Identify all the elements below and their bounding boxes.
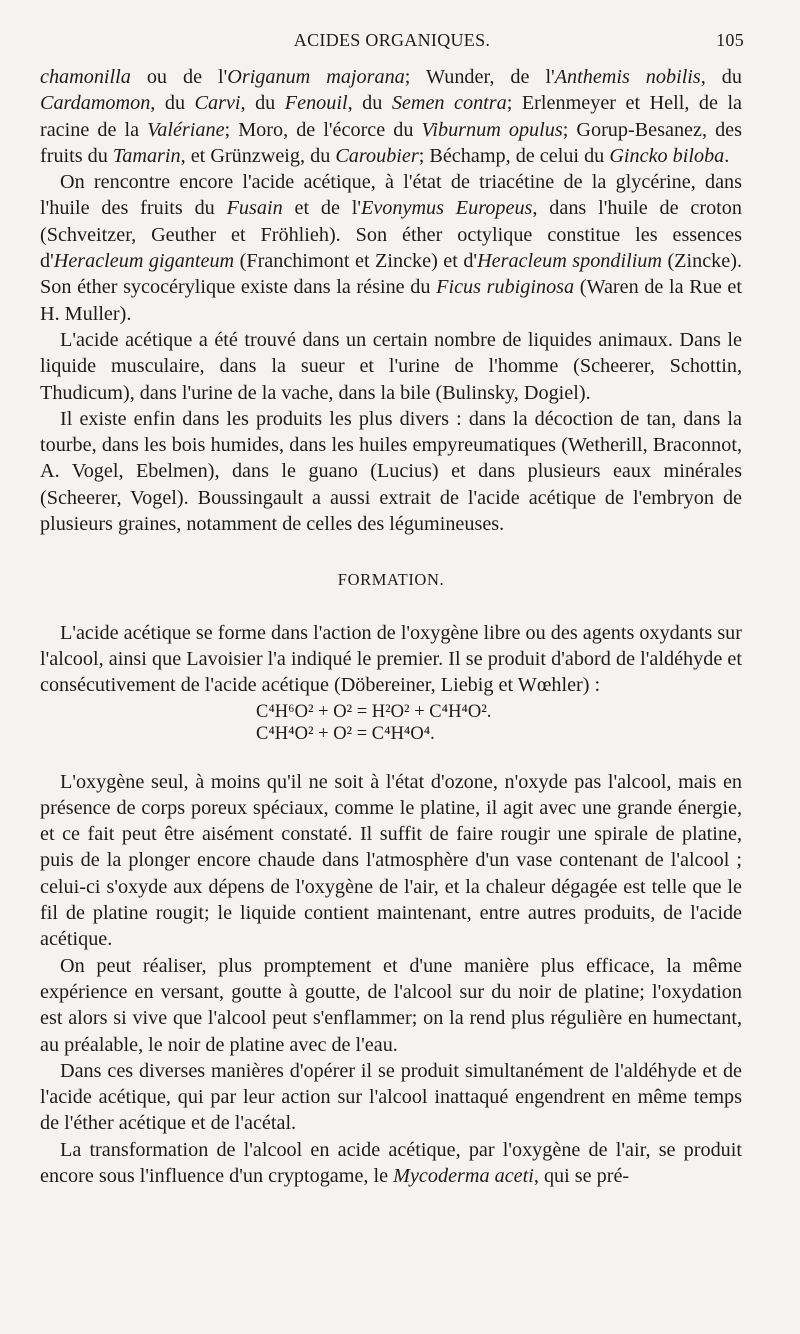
paragraph: On rencontre encore l'acide acétique, à l'état de triacétine de la glycérine, dans l'huile des fruits du Fusain et de l'Evonymus Europeus, dans l'huile de croton (Schveitzer, Geuther et Fröhlieh). Son éther octylique constitue les essences d'Heracleum giganteum (Franchimont et Zincke) et d'Heracleum spondilium (Zincke). Son éther sycocérylique existe dans la résine du Ficus rubiginosa (Waren de la Rue et H. Muller). [40,171,743,325]
section-heading: FORMATION. [337,570,445,590]
page-number: 105 [716,30,744,50]
paragraph: L'oxygène seul, à moins qu'il ne soit à l'état d'ozone, n'oxyde pas l'alcool, mais en présence de corps poreux spéciaux, comme le platine, il agit avec une grande énergie, et ce fait peut être aisément constaté. Il suffit de faire rougir une spirale de platine, puis de la plonger encore chaude dans l'atmosphère d'un vase contenant de l'alcool ; celui-ci s'oxyde aux dépens de l'oxygène de l'air, et la chaleur dégagée est telle que le fil de platine rougit; le liquide contient maintenant, entre autres produits, de l'acide acétique. [40,770,742,951]
paragraph: chamonilla ou de l'Origanum majorana; Wunder, de l'Anthemis nobilis, du Cardamomon, du Carvi, du Fenouil, du Semen contra; Erlenmeyer et Hell, de la racine de la Valériane; Moro, de l'écorce du Viburnum opulus; Gorup-Besanez, des fruits du Tamarin, et Grünzweig, du Caroubier; Béchamp, de celui du Gincko biloba. [40,66,743,167]
paragraph: Il existe enfin dans les produits les plus divers : dans la décoction de tan, dans la tourbe, dans les bois humides, dans les huiles empyreumatiques (Wetherill, Braconnot, A. Vogel, Ebelmen), dans le guano (Lucius) et dans plusieurs eaux minérales (Scheerer, Vogel). Boussingault a aussi extrait de l'acide acétique de l'embryon de plusieurs graines, notamment de celles des légumineuses. [40,407,742,536]
page-body [40,64,742,1189]
equation: C⁴H⁶O² + O² = H²O² + C⁴H⁴O². [256,701,492,722]
paragraph: On peut réaliser, plus promptement et d'une manière plus efficace, la même expérience en versant, goutte à goutte, de l'alcool sur du noir de platine; l'oxydation est alors si vive que l'alcool peut s'enflammer; on la rend plus régulière en humectant, au préalable, le noir de platine avec de l'eau. [40,954,742,1056]
running-title: ACIDES ORGANIQUES. [293,30,491,50]
paragraph: L'acide acétique a été trouvé dans un certain nombre de liquides animaux. Dans le liquide musculaire, dans la sueur et l'urine de l'homme (Scheerer, Schottin, Thudicum), dans l'urine de la vache, dans la bile (Bulinsky, Dogiel). [40,328,742,404]
paragraph: La transformation de l'alcool en acide acétique, par l'oxygène de l'air, se produit encore sous l'influence d'un cryptogame, le Mycoderma aceti, qui se pré- [40,1138,742,1187]
paragraph: Dans ces diverses manières d'opérer il se produit simultanément de l'aldéhyde et de l'acide acétique, qui par leur action sur l'alcool inattaqué engendrent en même temps de l'éther acétique et de l'acétal. [40,1059,742,1135]
paragraph: L'acide acétique se forme dans l'action de l'oxygène libre ou des agents oxydants sur l'alcool, ainsi que Lavoisier l'a indiqué le premier. Il se produit d'abord de l'aldéhyde et consécutivement de l'acide acétique (Döbereiner, Liebig et Wœhler) : [40,621,742,697]
equation: C⁴H⁴O² + O² = C⁴H⁴O⁴. [256,723,435,744]
chemical-equations [40,701,742,745]
page-header [40,30,744,54]
